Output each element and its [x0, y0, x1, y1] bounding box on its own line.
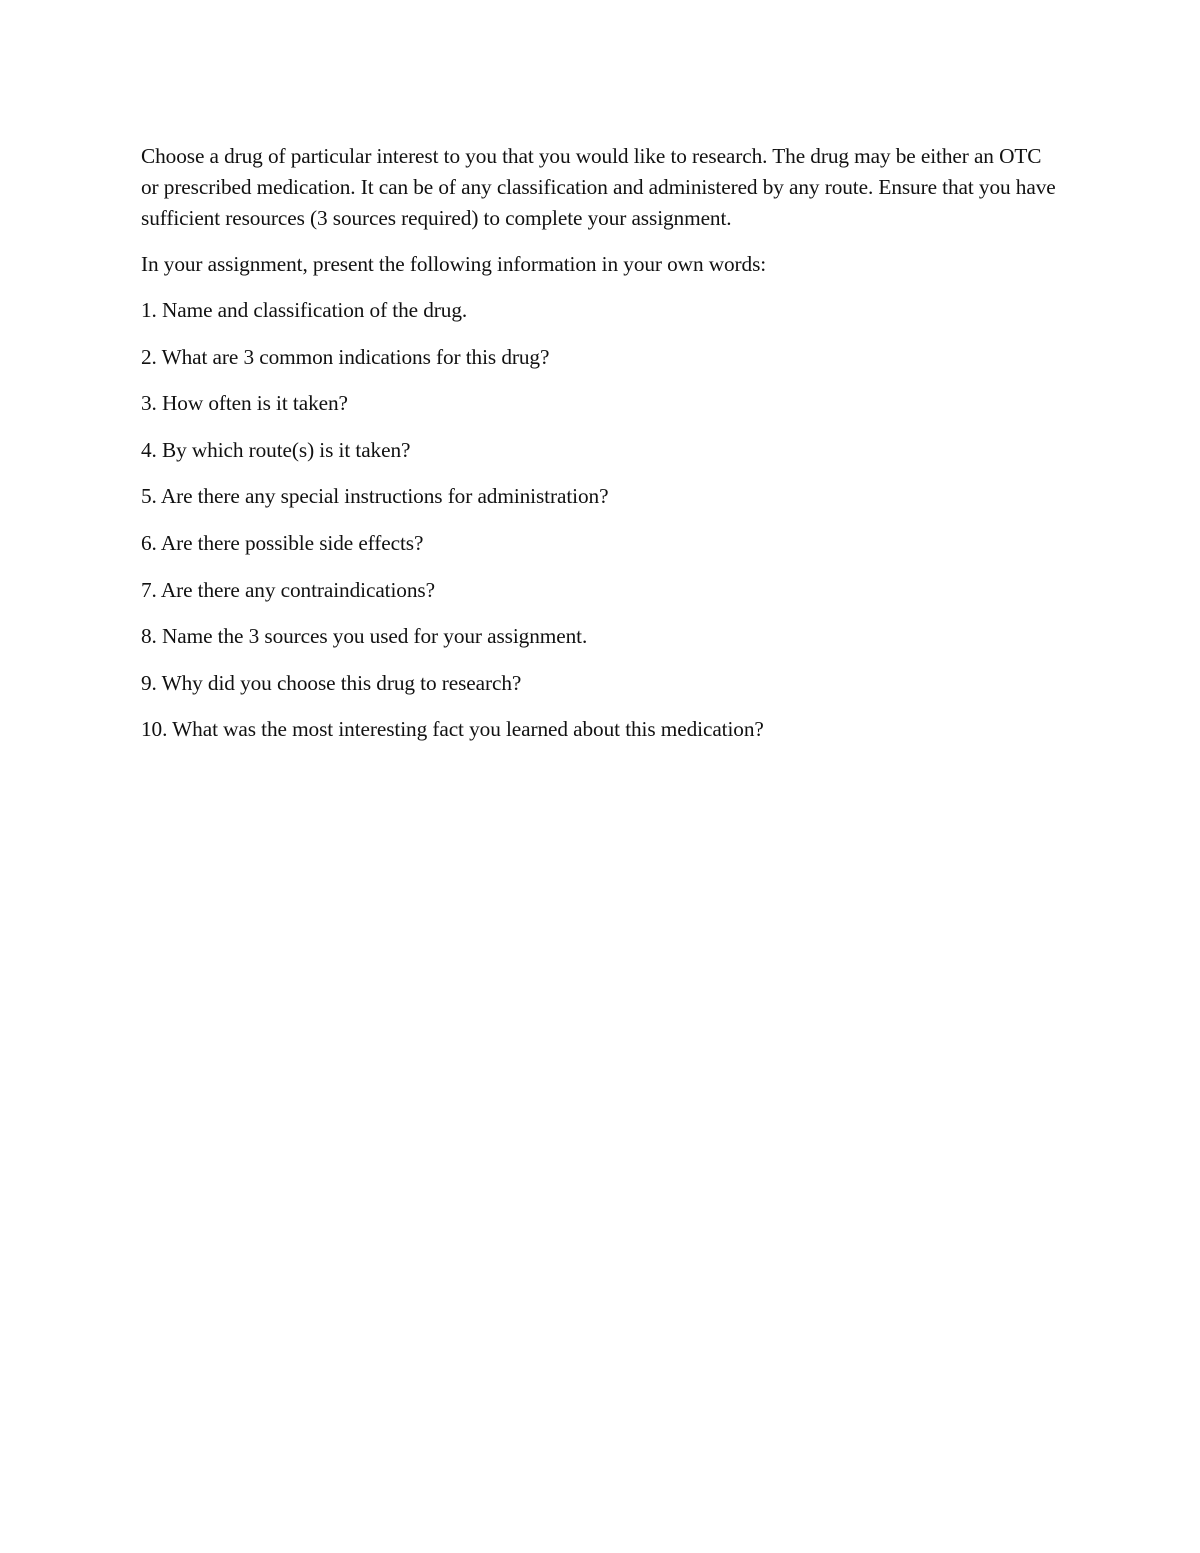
- intro-paragraph: Choose a drug of particular interest to you that you would like to research. The drug may be either an OTC or prescribed medication. It can be of any classification and administered by any route. Ensure that you have sufficient resources (3 sources required) to complete your assignment.: [141, 144, 1056, 230]
- question-item-9: 9. Why did you choose this drug to research?: [141, 670, 522, 695]
- instructions-lead: In your assignment, present the following information in your own words:: [141, 252, 767, 276]
- question-item-1: 1. Name and classification of the drug.: [141, 298, 468, 322]
- question-item-3: 3. How often is it taken?: [141, 391, 348, 416]
- question-item-10: 10. What was the most interesting fact you learned about this medication?: [141, 717, 764, 742]
- question-item-5: 5. Are there any special instructions for administration?: [141, 484, 609, 509]
- question-item-6: 6. Are there possible side effects?: [141, 530, 424, 555]
- question-item-7: 7. Are there any contraindications?: [141, 577, 435, 602]
- question-list: [141, 295, 1061, 745]
- question-item-4: 4. By which route(s) is it taken?: [141, 437, 411, 462]
- document-body: [141, 141, 1061, 761]
- question-item-8: 8. Name the 3 sources you used for your assignment.: [141, 624, 588, 649]
- question-item-2: 2. What are 3 common indications for this drug?: [141, 344, 550, 369]
